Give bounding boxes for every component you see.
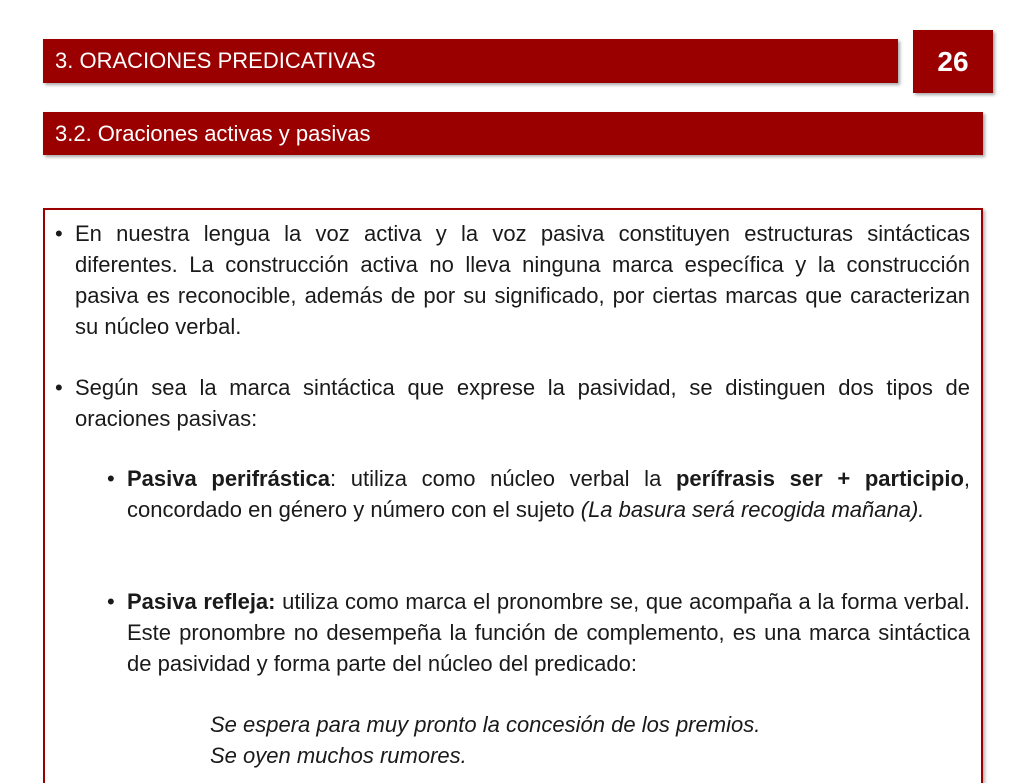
bullet: •: [107, 589, 115, 614]
definition-text-2: , concordado en género y número con el sujeto: [127, 466, 971, 522]
item-pasiva-perifrastica: [107, 463, 971, 525]
bullet: •: [107, 466, 115, 491]
example-sentence-2: Se oyen muchos rumores.: [210, 743, 467, 768]
definition-text: : utiliza como núcleo verbal la: [330, 466, 676, 491]
example-sentence-1: Se espera para muy pronto la concesión de los premios.: [210, 712, 761, 737]
bullet: •: [55, 375, 63, 400]
slide-number: 26: [913, 30, 993, 93]
subsection-title-bar: [43, 112, 983, 155]
paragraph-voz-activa-pasiva: [55, 218, 970, 342]
section-title: 3. ORACIONES PREDICATIVAS: [55, 48, 376, 73]
paragraph-text: En nuestra lengua la voz activa y la voz pasiva constituyen estructuras sintácticas diferentes. La construcción activa no lleva ninguna marca específica y la construcción pasiva es reconocible, además de por su significado, por ciertas marcas que caracterizan su núcleo verbal.: [75, 221, 970, 339]
bullet: •: [55, 221, 63, 246]
section-title-bar: [43, 39, 898, 83]
paragraph-text: Según sea la marca sintáctica que exprese la pasividad, se distinguen dos tipos de oraciones pasivas:: [75, 375, 970, 431]
paragraph-tipos-pasivas: [55, 372, 970, 434]
term-perifrasis: perífrasis ser + participio: [675, 466, 964, 491]
example-perifrastica: (La basura será recogida mañana).: [580, 497, 925, 522]
term-pasiva-refleja: Pasiva refleja:: [127, 589, 276, 614]
subsection-title: 3.2. Oraciones activas y pasivas: [55, 120, 371, 146]
item-pasiva-refleja: [107, 586, 971, 679]
term-pasiva-perifrastica: Pasiva perifrástica: [127, 466, 330, 491]
definition-text: utiliza como marca el pronombre se, que acompaña a la forma verbal. Este pronombre no desempeña la función de complemento, es una marca sintáctica de pasividad y forma parte del núcleo del predicado:: [127, 589, 971, 676]
